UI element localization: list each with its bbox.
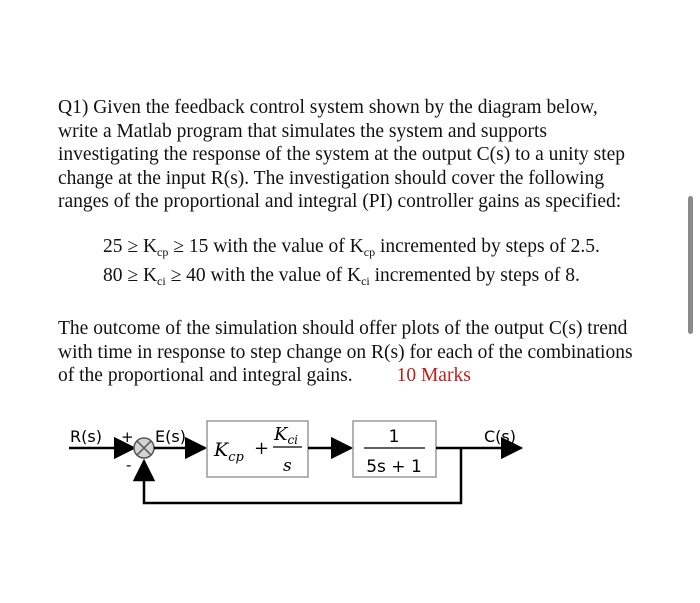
outcome-line: of the proportional and integral gains. 10 Marks — [58, 365, 471, 386]
geq-symbol: ≥ — [127, 236, 139, 257]
controller-plus: + — [254, 438, 270, 459]
question-line: investigating the response of the system at the output C(s) to a unity step — [58, 144, 626, 165]
ki-upper: 80 — [103, 265, 123, 286]
geq-symbol: ≥ — [173, 236, 184, 257]
question-line: ranges of the proportional and integral (PI) controller gains as specified: — [58, 191, 622, 212]
controller-den: s — [283, 456, 292, 476]
marks-label: 10 Marks — [396, 365, 471, 386]
error-label: E(s) — [155, 427, 186, 446]
ki-tail: incremented by steps of 8. — [374, 265, 580, 286]
controller-kcp: $K_{cp}$ — [214, 439, 244, 465]
kp-desc: with the value of $K_{cp}$ — [213, 236, 376, 259]
question-line: write a Matlab program that simulates the system and supports — [58, 120, 548, 142]
minus-sign: - — [126, 456, 132, 474]
summing-junction — [134, 438, 154, 458]
kp-symbol: $K_{cp}$ — [142, 236, 169, 259]
kp-lower: 15 — [188, 236, 209, 257]
geq-symbol: ≥ — [127, 265, 139, 286]
plant-num: 1 — [388, 427, 400, 447]
plant-den: 5s + 1 — [366, 457, 422, 477]
input-label: R(s) — [70, 427, 102, 446]
ki-symbol: $K_{ci}$ — [142, 265, 166, 288]
kp-tail: incremented by steps of 2.5. — [379, 236, 600, 257]
plus-sign: + — [121, 428, 134, 446]
controller-kci: $K_{ci}$ — [274, 424, 299, 447]
outcome-line: with time in response to step change on R(s) for each of the combinations — [58, 341, 633, 363]
question-line: change at the input R(s). The investigation should cover the following — [58, 167, 605, 189]
ki-desc: with the value of $K_{ci}$ — [210, 265, 370, 288]
output-label: C(s) — [484, 427, 516, 446]
ki-lower: 40 — [186, 265, 206, 286]
kp-upper: 25 — [103, 236, 123, 257]
scrollbar[interactable] — [688, 196, 693, 334]
geq-symbol: ≥ — [170, 265, 182, 286]
outcome-line: The outcome of the simulation should offer plots of the output C(s) trend — [58, 318, 628, 339]
question-line: Q1) Given the feedback control system shown by the diagram below, — [58, 97, 598, 118]
